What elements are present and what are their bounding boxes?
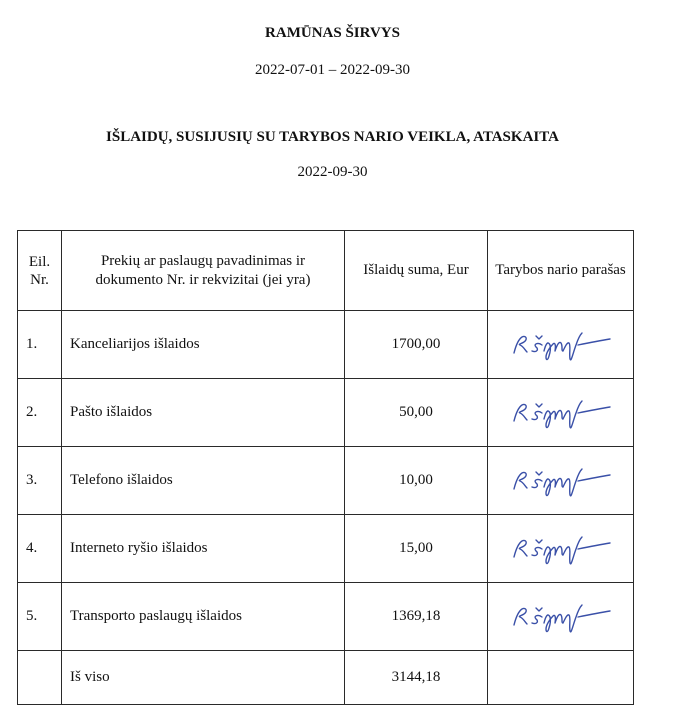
column-header-nr: Eil. Nr. (18, 231, 62, 311)
row-signature-cell (488, 515, 634, 583)
row-expense-name: Transporto paslaugų išlaidos (62, 583, 345, 651)
table-row (18, 311, 634, 379)
row-expense-sum: 10,00 (345, 447, 488, 515)
handwritten-signature (506, 595, 616, 639)
column-header-name: Prekių ar paslaugų pavadinimas ir dokumento Nr. ir rekvizitai (jei yra) (62, 231, 345, 311)
row-number: 2. (18, 379, 62, 447)
handwritten-signature (506, 323, 616, 367)
total-label: Iš viso (62, 651, 345, 705)
table-header-row (18, 231, 634, 311)
row-expense-name: Pašto išlaidos (62, 379, 345, 447)
row-number: 1. (18, 311, 62, 379)
table-row (18, 583, 634, 651)
total-number-cell (18, 651, 62, 705)
row-number: 5. (18, 583, 62, 651)
row-signature-cell (488, 583, 634, 651)
row-expense-sum: 50,00 (345, 379, 488, 447)
report-period: 2022-07-01 – 2022-09-30 (255, 62, 410, 78)
column-header-signature: Tarybos nario parašas (488, 231, 634, 311)
person-name: RAMŪNAS ŠIRVYS (265, 25, 400, 41)
row-expense-name: Interneto ryšio išlaidos (62, 515, 345, 583)
row-expense-sum: 15,00 (345, 515, 488, 583)
table-row (18, 447, 634, 515)
column-header-sum: Išlaidų suma, Eur (345, 231, 488, 311)
expense-table (17, 230, 634, 705)
handwritten-signature (506, 391, 616, 435)
table-row (18, 379, 634, 447)
row-expense-sum: 1700,00 (345, 311, 488, 379)
total-signature-cell (488, 651, 634, 705)
row-signature-cell (488, 379, 634, 447)
row-expense-sum: 1369,18 (345, 583, 488, 651)
row-expense-name: Telefono išlaidos (62, 447, 345, 515)
row-number: 4. (18, 515, 62, 583)
table-total-row (18, 651, 634, 705)
table-row (18, 515, 634, 583)
report-title: IŠLAIDŲ, SUSIJUSIŲ SU TARYBOS NARIO VEIKLA, ATASKAITA (106, 129, 559, 145)
row-expense-name: Kanceliarijos išlaidos (62, 311, 345, 379)
row-signature-cell (488, 447, 634, 515)
handwritten-signature (506, 459, 616, 503)
row-number: 3. (18, 447, 62, 515)
total-sum: 3144,18 (345, 651, 488, 705)
row-signature-cell (488, 311, 634, 379)
handwritten-signature (506, 527, 616, 571)
report-date: 2022-09-30 (297, 164, 368, 180)
